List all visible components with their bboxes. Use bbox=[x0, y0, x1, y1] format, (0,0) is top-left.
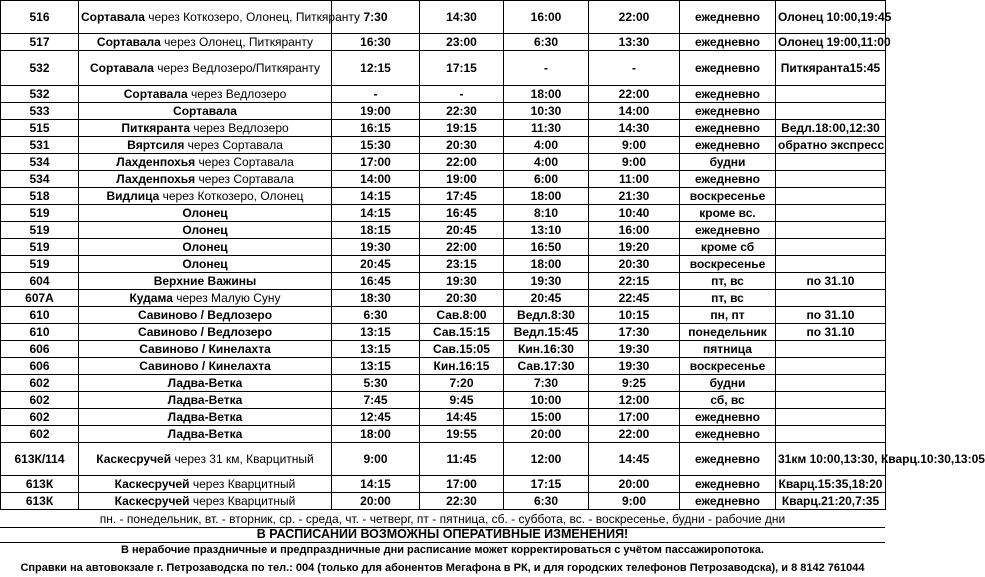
schedule-row bbox=[1, 137, 886, 154]
return-departure-time: 4:00 bbox=[504, 137, 589, 154]
arrival-time: 14:30 bbox=[420, 1, 504, 34]
return-departure-time: Кин.16:30 bbox=[504, 341, 589, 358]
operating-days: воскресенье bbox=[680, 256, 776, 273]
contacts-info: Справки на автовокзале г. Петрозаводска по тел.: 004 (только для абонентов Мегафона в РК, и для городских телефонов Петрозаводска), и 8 8142 761044 bbox=[20, 562, 865, 574]
operating-days: воскресенье bbox=[680, 358, 776, 375]
departure-time: 12:45 bbox=[332, 409, 420, 426]
row-note: по 31.10 bbox=[776, 324, 886, 341]
return-arrival-time: 10:40 bbox=[589, 205, 680, 222]
arrival-time: Сав.15:05 bbox=[420, 341, 504, 358]
row-note bbox=[776, 239, 886, 256]
row-note bbox=[776, 341, 886, 358]
operating-days: ежедневно bbox=[680, 1, 776, 34]
route-name bbox=[79, 358, 332, 375]
return-arrival-time: 19:20 bbox=[589, 239, 680, 256]
route-name bbox=[79, 375, 332, 392]
route-number: 532 bbox=[1, 86, 79, 103]
return-departure-time: 11:30 bbox=[504, 120, 589, 137]
route-number: 607А bbox=[1, 290, 79, 307]
schedule-row bbox=[1, 120, 886, 137]
departure-time: 14:15 bbox=[332, 205, 420, 222]
row-note bbox=[776, 290, 886, 307]
route-destination: Ладва-Ветка bbox=[167, 427, 243, 441]
arrival-time: Сав.8:00 bbox=[420, 307, 504, 324]
route-number: 613К bbox=[1, 493, 79, 510]
route-destination: Савиново / Ведлозеро bbox=[137, 308, 273, 322]
return-departure-time: Ведл.15:45 bbox=[504, 324, 589, 341]
arrival-time: 22:00 bbox=[420, 239, 504, 256]
route-name bbox=[79, 86, 332, 103]
route-destination: Савиново / Ведлозеро bbox=[137, 325, 273, 339]
row-note: Ведл.18:00,12:30 bbox=[776, 120, 886, 137]
route-number: 531 bbox=[1, 137, 79, 154]
route-destination: Сортавала bbox=[123, 87, 188, 101]
arrival-time: 23:15 bbox=[420, 256, 504, 273]
route-via: через Олонец, Питкяранту bbox=[160, 35, 314, 49]
return-departure-time: 8:10 bbox=[504, 205, 589, 222]
route-destination: Лахденпохья bbox=[116, 155, 196, 169]
return-departure-time: 16:50 bbox=[504, 239, 589, 256]
arrival-time: 11:45 bbox=[420, 443, 504, 476]
route-via: через Сортавала bbox=[184, 138, 283, 152]
operating-days: пн, пт bbox=[680, 307, 776, 324]
return-arrival-time: 17:00 bbox=[589, 409, 680, 426]
arrival-time: 17:15 bbox=[420, 51, 504, 86]
operating-days: кроме вс. bbox=[680, 205, 776, 222]
operating-days: будни bbox=[680, 375, 776, 392]
route-name bbox=[79, 103, 332, 120]
departure-time: 15:30 bbox=[332, 137, 420, 154]
return-arrival-time: 14:00 bbox=[589, 103, 680, 120]
return-departure-time: 6:30 bbox=[504, 493, 589, 510]
operating-days: пт, вс bbox=[680, 290, 776, 307]
days-legend: пн. - понедельник, вт. - вторник, ср. - среда, чт. - четверг, пт - пятница, сб. - суббота, вс. - воскресенье, будни - рабочие дни bbox=[0, 512, 885, 528]
route-name bbox=[79, 409, 332, 426]
operating-days: ежедневно bbox=[680, 476, 776, 493]
operating-days: ежедневно bbox=[680, 103, 776, 120]
route-destination: Кудама bbox=[129, 291, 173, 305]
schedule-row bbox=[1, 86, 886, 103]
operating-days: ежедневно bbox=[680, 443, 776, 476]
row-note bbox=[776, 86, 886, 103]
arrival-time: 7:20 bbox=[420, 375, 504, 392]
route-destination: Каскесручей bbox=[114, 494, 190, 508]
operating-days: воскресенье bbox=[680, 188, 776, 205]
return-arrival-time: 11:00 bbox=[589, 171, 680, 188]
route-destination: Лахденпохья bbox=[116, 172, 196, 186]
route-name bbox=[79, 341, 332, 358]
departure-time: 17:00 bbox=[332, 154, 420, 171]
arrival-time: 17:45 bbox=[420, 188, 504, 205]
schedule-row bbox=[1, 426, 886, 443]
row-note bbox=[776, 103, 886, 120]
route-name bbox=[79, 120, 332, 137]
return-arrival-time: 22:00 bbox=[589, 426, 680, 443]
route-destination: Каскесручей bbox=[96, 452, 172, 466]
arrival-time: 22:00 bbox=[420, 154, 504, 171]
schedule-row bbox=[1, 103, 886, 120]
operating-days: ежедневно bbox=[680, 426, 776, 443]
route-number: 517 bbox=[1, 34, 79, 51]
route-number: 515 bbox=[1, 120, 79, 137]
route-destination: Олонец bbox=[182, 206, 228, 220]
route-destination: Савиново / Кинелахта bbox=[139, 359, 271, 373]
departure-time: 5:30 bbox=[332, 375, 420, 392]
route-name bbox=[79, 51, 332, 86]
departure-time: 14:15 bbox=[332, 476, 420, 493]
return-departure-time: 4:00 bbox=[504, 154, 589, 171]
changes-warning: В РАСПИСАНИИ ВОЗМОЖНЫ ОПЕРАТИВНЫЕ ИЗМЕНЕНИЯ! bbox=[0, 527, 885, 543]
row-note bbox=[776, 222, 886, 239]
operating-days: пятница bbox=[680, 341, 776, 358]
departure-time: 16:45 bbox=[332, 273, 420, 290]
return-departure-time: 7:30 bbox=[504, 375, 589, 392]
route-name bbox=[79, 239, 332, 256]
arrival-time: 22:30 bbox=[420, 103, 504, 120]
return-departure-time: 12:00 bbox=[504, 443, 589, 476]
route-via: через Коткозеро, Олонец bbox=[159, 189, 304, 203]
row-note: обратно экспресс bbox=[776, 137, 886, 154]
arrival-time: 22:30 bbox=[420, 493, 504, 510]
return-arrival-time: 12:00 bbox=[589, 392, 680, 409]
route-name bbox=[79, 307, 332, 324]
route-number: 518 bbox=[1, 188, 79, 205]
arrival-time: 20:30 bbox=[420, 290, 504, 307]
row-note bbox=[776, 205, 886, 222]
departure-time: 19:30 bbox=[332, 239, 420, 256]
return-arrival-time: 9:00 bbox=[589, 154, 680, 171]
return-arrival-time: 22:00 bbox=[589, 86, 680, 103]
route-number: 519 bbox=[1, 205, 79, 222]
route-via: через Кварцитный bbox=[189, 477, 296, 491]
route-destination: Верхние Важины bbox=[153, 274, 257, 288]
departure-time: 13:15 bbox=[332, 324, 420, 341]
return-departure-time: 19:30 bbox=[504, 273, 589, 290]
operating-days: пт, вс bbox=[680, 273, 776, 290]
departure-time: 7:30 bbox=[332, 1, 420, 34]
return-departure-time: Ведл.8:30 bbox=[504, 307, 589, 324]
arrival-time: 19:00 bbox=[420, 171, 504, 188]
schedule-row bbox=[1, 409, 886, 426]
schedule-row bbox=[1, 324, 886, 341]
route-number: 532 bbox=[1, 51, 79, 86]
departure-time: 16:30 bbox=[332, 34, 420, 51]
route-destination: Ладва-Ветка bbox=[167, 376, 243, 390]
operating-days: ежедневно bbox=[680, 51, 776, 86]
operating-days: ежедневно bbox=[680, 34, 776, 51]
schedule-row bbox=[1, 34, 886, 51]
route-destination: Олонец bbox=[182, 240, 228, 254]
route-via: через Малую Суну bbox=[172, 291, 281, 305]
return-arrival-time: 13:30 bbox=[589, 34, 680, 51]
arrival-time: 17:00 bbox=[420, 476, 504, 493]
schedule-row bbox=[1, 493, 886, 510]
row-note bbox=[776, 426, 886, 443]
schedule-row bbox=[1, 205, 886, 222]
schedule-row bbox=[1, 222, 886, 239]
route-number: 610 bbox=[1, 307, 79, 324]
arrival-time: 19:55 bbox=[420, 426, 504, 443]
schedule-row bbox=[1, 443, 886, 476]
arrival-time: 20:30 bbox=[420, 137, 504, 154]
route-name bbox=[79, 256, 332, 273]
return-arrival-time: 17:30 bbox=[589, 324, 680, 341]
return-arrival-time: 16:00 bbox=[589, 222, 680, 239]
return-arrival-time: 22:15 bbox=[589, 273, 680, 290]
return-departure-time: 20:00 bbox=[504, 426, 589, 443]
route-name bbox=[79, 324, 332, 341]
return-arrival-time: 20:00 bbox=[589, 476, 680, 493]
schedule-rows bbox=[1, 1, 985, 510]
operating-days: ежедневно bbox=[680, 222, 776, 239]
schedule-row bbox=[1, 476, 886, 493]
route-number: 534 bbox=[1, 154, 79, 171]
route-number: 519 bbox=[1, 222, 79, 239]
route-via: через Сортавала bbox=[195, 172, 294, 186]
schedule-row bbox=[1, 51, 886, 86]
arrival-time: - bbox=[420, 86, 504, 103]
route-name bbox=[79, 205, 332, 222]
schedule-row bbox=[1, 154, 886, 171]
route-via: через Ведлозеро/Питкяранту bbox=[153, 61, 321, 75]
return-departure-time: 16:00 bbox=[504, 1, 589, 34]
schedule-row bbox=[1, 256, 886, 273]
route-number: 602 bbox=[1, 426, 79, 443]
arrival-time: 14:45 bbox=[420, 409, 504, 426]
return-departure-time: Сав.17:30 bbox=[504, 358, 589, 375]
route-number: 610 bbox=[1, 324, 79, 341]
route-number: 602 bbox=[1, 375, 79, 392]
departure-time: 18:30 bbox=[332, 290, 420, 307]
row-note: 31км 10:00,13:30, Кварц.10:30,13:05 bbox=[776, 443, 886, 476]
departure-time: 7:45 bbox=[332, 392, 420, 409]
arrival-time: 19:15 bbox=[420, 120, 504, 137]
schedule-row bbox=[1, 171, 886, 188]
departure-time: 18:15 bbox=[332, 222, 420, 239]
departure-time: 13:15 bbox=[332, 358, 420, 375]
route-name bbox=[79, 137, 332, 154]
operating-days: ежедневно bbox=[680, 409, 776, 426]
return-departure-time: 20:45 bbox=[504, 290, 589, 307]
return-arrival-time: 19:30 bbox=[589, 341, 680, 358]
route-number: 604 bbox=[1, 273, 79, 290]
row-note: по 31.10 bbox=[776, 307, 886, 324]
return-arrival-time: 22:00 bbox=[589, 1, 680, 34]
route-name bbox=[79, 392, 332, 409]
route-destination: Савиново / Кинелахта bbox=[139, 342, 271, 356]
return-arrival-time: 9:25 bbox=[589, 375, 680, 392]
route-number: 606 bbox=[1, 341, 79, 358]
holiday-note: В нерабочие праздничные и предпраздничные дни расписание может корректироваться с учётом пассажиропотока. bbox=[121, 544, 764, 556]
return-arrival-time: 9:00 bbox=[589, 137, 680, 154]
return-departure-time: 10:00 bbox=[504, 392, 589, 409]
return-arrival-time: 14:45 bbox=[589, 443, 680, 476]
route-destination: Питкяранта bbox=[121, 121, 191, 135]
route-destination: Ладва-Ветка bbox=[167, 393, 243, 407]
row-note: Кварц.21:20,7:35 bbox=[776, 493, 886, 510]
departure-time: 20:45 bbox=[332, 256, 420, 273]
route-number: 534 bbox=[1, 171, 79, 188]
schedule-row bbox=[1, 290, 886, 307]
route-name bbox=[79, 426, 332, 443]
departure-time: 9:00 bbox=[332, 443, 420, 476]
route-destination: Ладва-Ветка bbox=[167, 410, 243, 424]
schedule-row bbox=[1, 375, 886, 392]
route-number: 519 bbox=[1, 256, 79, 273]
route-via: через Ведлозеро bbox=[190, 121, 289, 135]
schedule-row bbox=[1, 1, 886, 34]
row-note: Кварц.15:35,18:20 bbox=[776, 476, 886, 493]
departure-time: 19:00 bbox=[332, 103, 420, 120]
operating-days: ежедневно bbox=[680, 171, 776, 188]
route-name bbox=[79, 443, 332, 476]
departure-time: - bbox=[332, 86, 420, 103]
row-note: Олонец 19:00,11:00 bbox=[776, 34, 886, 51]
route-number: 519 bbox=[1, 239, 79, 256]
route-via: через Кварцитный bbox=[189, 494, 296, 508]
route-destination: Сортавала bbox=[81, 10, 145, 24]
route-destination: Сортавала bbox=[173, 104, 237, 118]
arrival-time: 16:45 bbox=[420, 205, 504, 222]
operating-days: ежедневно bbox=[680, 120, 776, 137]
arrival-time: 23:00 bbox=[420, 34, 504, 51]
row-note: Олонец 10:00,19:45 bbox=[776, 1, 886, 34]
departure-time: 12:15 bbox=[332, 51, 420, 86]
row-note: по 31.10 bbox=[776, 273, 886, 290]
arrival-time: 20:45 bbox=[420, 222, 504, 239]
route-number: 533 bbox=[1, 103, 79, 120]
route-name bbox=[79, 273, 332, 290]
return-departure-time: - bbox=[504, 51, 589, 86]
return-arrival-time: 14:30 bbox=[589, 120, 680, 137]
schedule-row bbox=[1, 307, 886, 324]
row-note bbox=[776, 375, 886, 392]
route-number: 602 bbox=[1, 409, 79, 426]
schedule-row bbox=[1, 239, 886, 256]
route-via: через Ведлозеро bbox=[187, 87, 287, 101]
route-name bbox=[79, 171, 332, 188]
route-name bbox=[79, 476, 332, 493]
schedule-row bbox=[1, 188, 886, 205]
departure-time: 18:00 bbox=[332, 426, 420, 443]
route-number: 602 bbox=[1, 392, 79, 409]
route-destination: Сортавала bbox=[89, 61, 154, 75]
arrival-time: Сав.15:15 bbox=[420, 324, 504, 341]
route-number: 516 bbox=[1, 1, 79, 34]
row-note bbox=[776, 358, 886, 375]
route-via: через 31 км, Кварцитный bbox=[171, 452, 314, 466]
row-note bbox=[776, 409, 886, 426]
return-departure-time: 6:00 bbox=[504, 171, 589, 188]
row-note bbox=[776, 188, 886, 205]
row-note bbox=[776, 256, 886, 273]
return-departure-time: 18:00 bbox=[504, 256, 589, 273]
return-departure-time: 10:30 bbox=[504, 103, 589, 120]
operating-days: сб, вс bbox=[680, 392, 776, 409]
return-arrival-time: 9:00 bbox=[589, 493, 680, 510]
route-name bbox=[79, 493, 332, 510]
route-name bbox=[79, 188, 332, 205]
return-departure-time: 15:00 bbox=[504, 409, 589, 426]
departure-time: 13:15 bbox=[332, 341, 420, 358]
return-arrival-time: 19:30 bbox=[589, 358, 680, 375]
operating-days: понедельник bbox=[680, 324, 776, 341]
route-name bbox=[79, 34, 332, 51]
departure-time: 14:00 bbox=[332, 171, 420, 188]
route-destination: Видлица bbox=[106, 189, 160, 203]
row-note: Питкяранта15:45 bbox=[776, 51, 886, 86]
route-name bbox=[79, 1, 361, 34]
arrival-time: Кин.16:15 bbox=[420, 358, 504, 375]
route-destination: Каскесручей bbox=[114, 477, 190, 491]
departure-time: 16:15 bbox=[332, 120, 420, 137]
route-number: 613К/114 bbox=[1, 443, 79, 476]
schedule-row bbox=[1, 273, 886, 290]
return-arrival-time: 22:45 bbox=[589, 290, 680, 307]
row-note bbox=[776, 171, 886, 188]
return-arrival-time: - bbox=[589, 51, 680, 86]
return-departure-time: 13:10 bbox=[504, 222, 589, 239]
route-number: 613К bbox=[1, 476, 79, 493]
operating-days: ежедневно bbox=[680, 137, 776, 154]
route-name bbox=[79, 290, 332, 307]
route-name bbox=[79, 222, 332, 239]
route-destination: Вяртсиля bbox=[127, 138, 185, 152]
return-arrival-time: 20:30 bbox=[589, 256, 680, 273]
row-note bbox=[776, 392, 886, 409]
route-via: через Коткозеро, Олонец, Питкяранту bbox=[144, 10, 361, 24]
arrival-time: 9:45 bbox=[420, 392, 504, 409]
schedule-row bbox=[1, 392, 886, 409]
operating-days: ежедневно bbox=[680, 493, 776, 510]
return-departure-time: 18:00 bbox=[504, 86, 589, 103]
return-departure-time: 17:15 bbox=[504, 476, 589, 493]
route-destination: Олонец bbox=[182, 257, 228, 271]
operating-days: будни bbox=[680, 154, 776, 171]
route-number: 606 bbox=[1, 358, 79, 375]
route-destination: Сортавала bbox=[96, 35, 161, 49]
return-departure-time: 6:30 bbox=[504, 34, 589, 51]
departure-time: 6:30 bbox=[332, 307, 420, 324]
return-arrival-time: 21:30 bbox=[589, 188, 680, 205]
operating-days: кроме сб bbox=[680, 239, 776, 256]
schedule-row bbox=[1, 341, 886, 358]
operating-days: ежедневно bbox=[680, 86, 776, 103]
route-name bbox=[79, 154, 332, 171]
route-destination: Олонец bbox=[182, 223, 228, 237]
route-via: через Сортавала bbox=[195, 155, 294, 169]
departure-time: 20:00 bbox=[332, 493, 420, 510]
arrival-time: 19:30 bbox=[420, 273, 504, 290]
schedule-row bbox=[1, 358, 886, 375]
departure-time: 14:15 bbox=[332, 188, 420, 205]
return-departure-time: 18:00 bbox=[504, 188, 589, 205]
row-note bbox=[776, 154, 886, 171]
return-arrival-time: 10:15 bbox=[589, 307, 680, 324]
